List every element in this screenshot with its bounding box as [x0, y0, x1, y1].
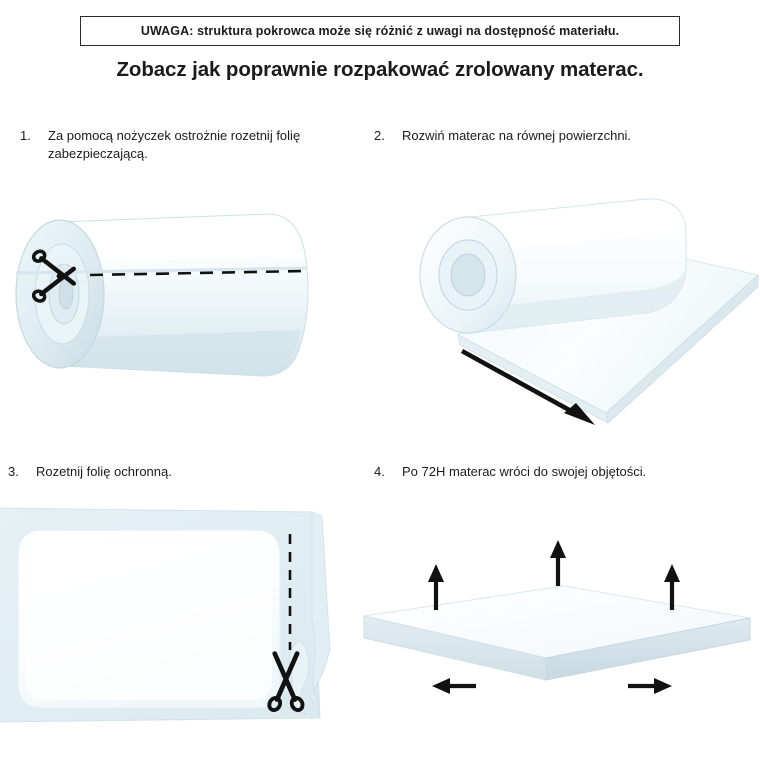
- step-2-number: 2.: [374, 128, 385, 143]
- step-1-caption: [20, 127, 320, 162]
- step-3-caption: [8, 463, 328, 481]
- step-1-text: Za pomocą nożyczek ostrożnie rozetnij folię zabezpieczającą.: [48, 128, 301, 161]
- arrow-up-left: [428, 564, 444, 610]
- expansion-arrows-side: [432, 678, 672, 694]
- step-4-illustration: [350, 540, 760, 740]
- arrow-up-center: [550, 540, 566, 586]
- step-3-illustration: [0, 500, 345, 745]
- arrow-up-right: [664, 564, 680, 610]
- step-4-number: 4.: [374, 464, 385, 479]
- step-2-caption: [374, 127, 704, 145]
- step-4-caption: [374, 463, 714, 481]
- roll-end-face: [16, 220, 104, 368]
- step-4-text: Po 72H materac wróci do swojej objętości.: [402, 464, 647, 479]
- mattress-slab-shape: [364, 586, 750, 680]
- mattress-shape: [18, 530, 280, 708]
- roll-end-face: [420, 217, 516, 333]
- arrow-right: [628, 678, 672, 694]
- page-title: Zobacz jak poprawnie rozpakować zrolowany materac.: [116, 58, 644, 81]
- notice-text: UWAGA: struktura pokrowca może się różnić z uwagi na dostępność materiału.: [140, 24, 620, 38]
- notice-banner: [80, 16, 680, 46]
- arrow-left: [432, 678, 476, 694]
- step-2-illustration: [350, 155, 760, 430]
- step-1-number: 1.: [20, 128, 31, 143]
- step-1-illustration: [0, 170, 340, 400]
- step-2-text: Rozwiń materac na równej powierzchni.: [402, 128, 632, 143]
- step-3-text: Rozetnij folię ochronną.: [36, 464, 172, 479]
- step-3-number: 3.: [8, 464, 19, 479]
